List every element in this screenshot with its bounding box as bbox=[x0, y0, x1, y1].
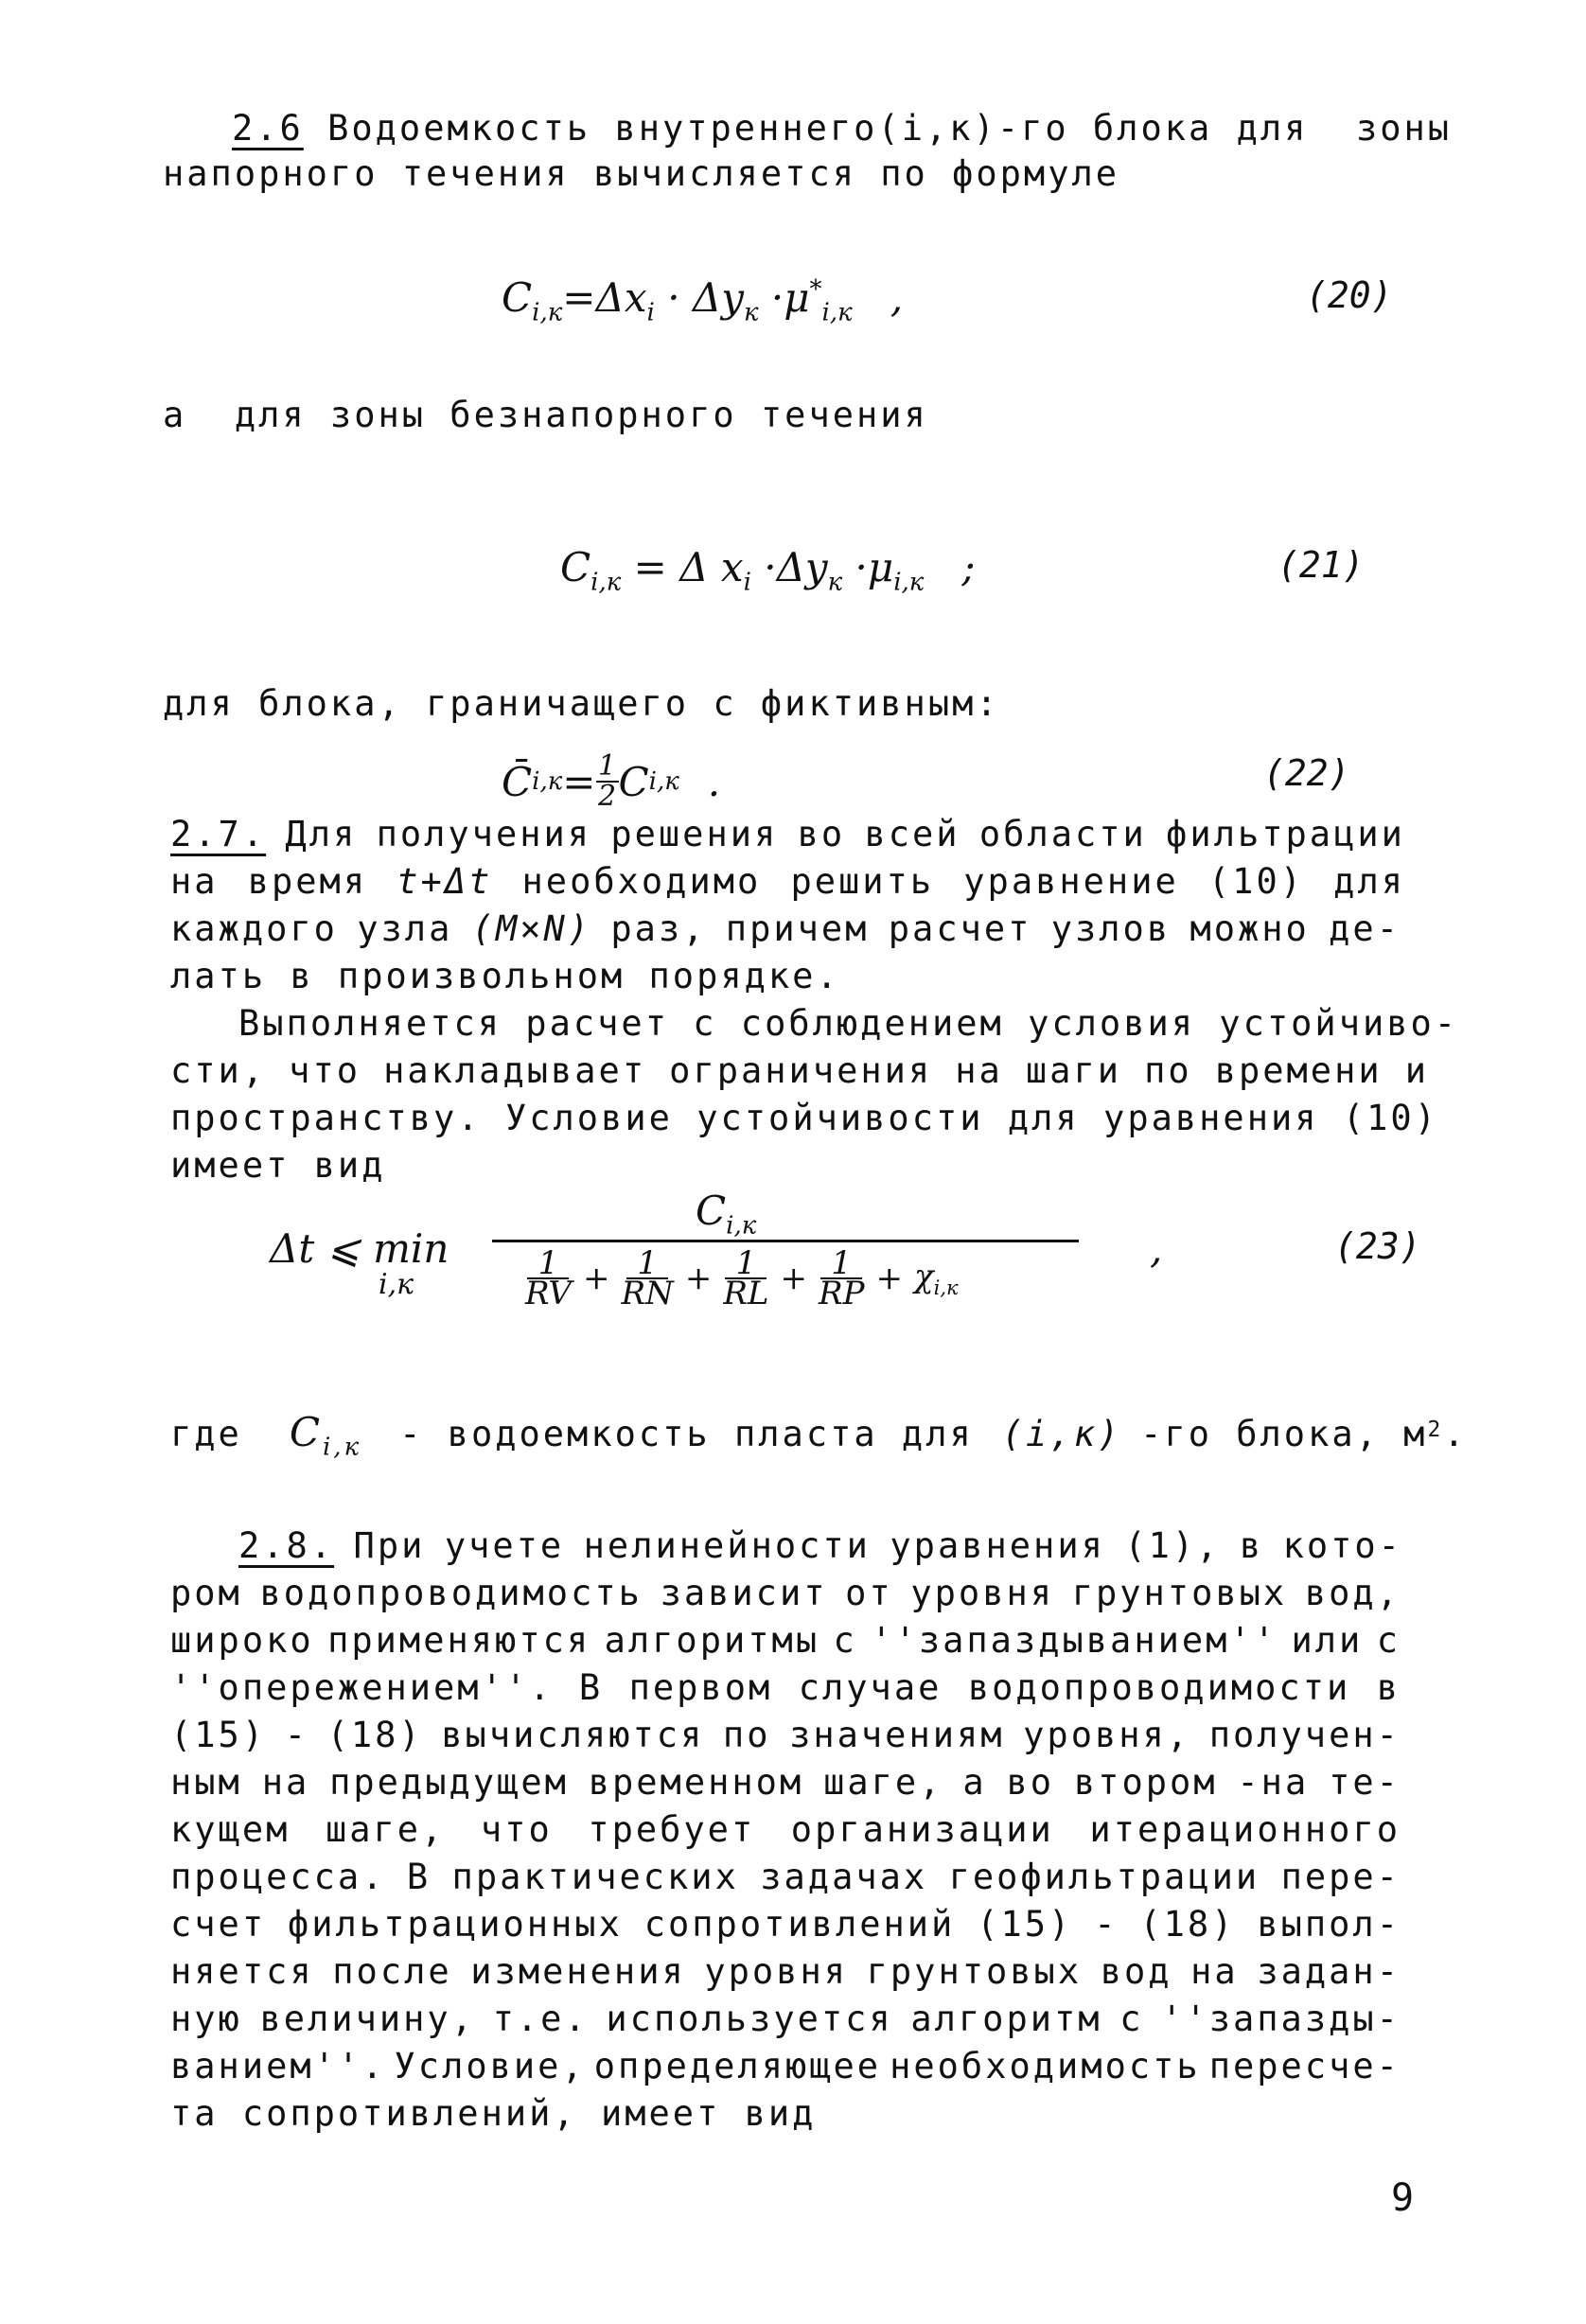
equation-23-tail: , bbox=[1150, 1225, 1163, 1272]
equation-number-22: (22) bbox=[1263, 752, 1350, 794]
section-2-7-para-2-line-2: сти, что накладывает ограничения на шаги по времени и bbox=[170, 1050, 1429, 1091]
section-2-6-line-3: а для зоны безнапорного течения bbox=[163, 395, 928, 435]
fraction-one-half: 1 2 bbox=[596, 752, 619, 811]
section-2-7-para-2-line-1: Выполняется расчет с соблюдением условия устойчиво- bbox=[238, 1003, 1459, 1044]
equation-21: $C_{i,к} = \Delta$ $x_i \cdot\Delta y_к \cdot\mu_{i,к}$ ; bbox=[560, 544, 976, 597]
equation-20: $C_{i,к}=\Delta x_i \cdot \Delta y_к \cdot\mu^*_{i,к}$ , bbox=[502, 274, 904, 327]
section-2-8-line-1: 2.8. При учете нелинейности уравнения (1), в кото- bbox=[238, 1523, 1402, 1569]
section-2-8-line-4: ''опережением''. В первом случае водопроводимости в bbox=[170, 1667, 1401, 1708]
section-2-8-line-11: ную величину, т.е. используется алгоритм с ''запазды- bbox=[170, 1998, 1401, 2039]
section-2-8-line-8: процесса. В практических задачах геофильтрации пере- bbox=[170, 1857, 1401, 1897]
equation-number-21: (21) bbox=[1278, 544, 1365, 586]
section-2-8-line-9: счет фильтрационных сопротивлений (15) - (18) выпол- bbox=[170, 1904, 1401, 1945]
section-2-7-para-2-line-4: имеет вид bbox=[170, 1145, 386, 1186]
section-2-8-line-10: няется после изменения уровня грунтовых вод на задан- bbox=[170, 1951, 1401, 1992]
section-2-8-line-6: ным на предыдущем временном шаге, а во втором -на те- bbox=[170, 1762, 1401, 1803]
equation-23-numerator: $C_{i,к}$ bbox=[696, 1188, 757, 1241]
equation-number-23: (23) bbox=[1334, 1225, 1421, 1267]
section-2-7-line-3: каждого узла (M×N) раз, причем расчет узлов можно де- bbox=[170, 908, 1401, 949]
section-2-8-last-line: та сопротивлений, имеет вид bbox=[170, 2093, 817, 2134]
section-2-8-line-12: ванием''. Условие, определяющее необходимость пересче- bbox=[170, 2046, 1401, 2086]
equation-22: C̄ i,к = 1 2 C i,к . bbox=[502, 749, 721, 813]
den-term-rp: 1 RP bbox=[819, 1244, 865, 1312]
section-2-7-para-2-line-3: пространству. Условие устойчивости для уравнения (10) bbox=[170, 1098, 1438, 1138]
section-2-7-line-1: 2.7. Для получения решения во всей области фильтрации bbox=[170, 812, 1405, 857]
equation-number-20: (20) bbox=[1306, 274, 1393, 316]
equation-23-lhs: Δt ⩽ min bbox=[270, 1225, 449, 1272]
section-number: 2.6 bbox=[232, 108, 304, 149]
section-2-8-line-2: ром водопроводимость зависит от уровня грунтовых вод, bbox=[170, 1573, 1401, 1613]
equation-23-fraction-bar bbox=[492, 1240, 1079, 1242]
section-number: 2.7. bbox=[170, 814, 267, 854]
den-term-rn: 1 RN bbox=[621, 1244, 674, 1312]
den-term-rl: 1 RL bbox=[723, 1244, 769, 1312]
section-2-8-line-5: (15) - (18) вычисляются по значениям уровня, получен- bbox=[170, 1715, 1401, 1755]
section-2-8-line-7: кущем шаге, что требует организации итерационного bbox=[170, 1809, 1401, 1850]
equation-23-lhs-sub: i,к bbox=[379, 1268, 414, 1301]
section-2-6-line-2: напорного течения вычисляется по формуле bbox=[163, 153, 1120, 194]
den-term-rv: 1 RV bbox=[525, 1244, 572, 1312]
section-text: Водоемкость внутреннего(i,к)-го блока для зоны bbox=[303, 108, 1453, 149]
section-2-8-line-3: широко применяются алгоритмы с ''запаздыванием'' или с bbox=[170, 1620, 1401, 1661]
section-2-7-line-2: на время t+Δt необходимо решить уравнение (10) для bbox=[170, 861, 1405, 902]
section-2-6-line-4: для блока, граничащего с фиктивным: bbox=[163, 683, 1000, 724]
section-number: 2.8. bbox=[238, 1525, 335, 1566]
section-2-7-line-4: лать в произвольном порядке. bbox=[170, 956, 840, 996]
equation-23-denominator: 1 RV + 1 RN + 1 RL + 1 RP + $\chi_{i,к}$ bbox=[525, 1244, 959, 1312]
section-2-6-line-1 bbox=[232, 106, 1452, 151]
page-number: 9 bbox=[1391, 2176, 1415, 2220]
where-definition-line: где $C_{i,к}$ - водоемкость пласта для (i,к) -го блока, м $^2$ . bbox=[170, 1409, 1468, 1462]
